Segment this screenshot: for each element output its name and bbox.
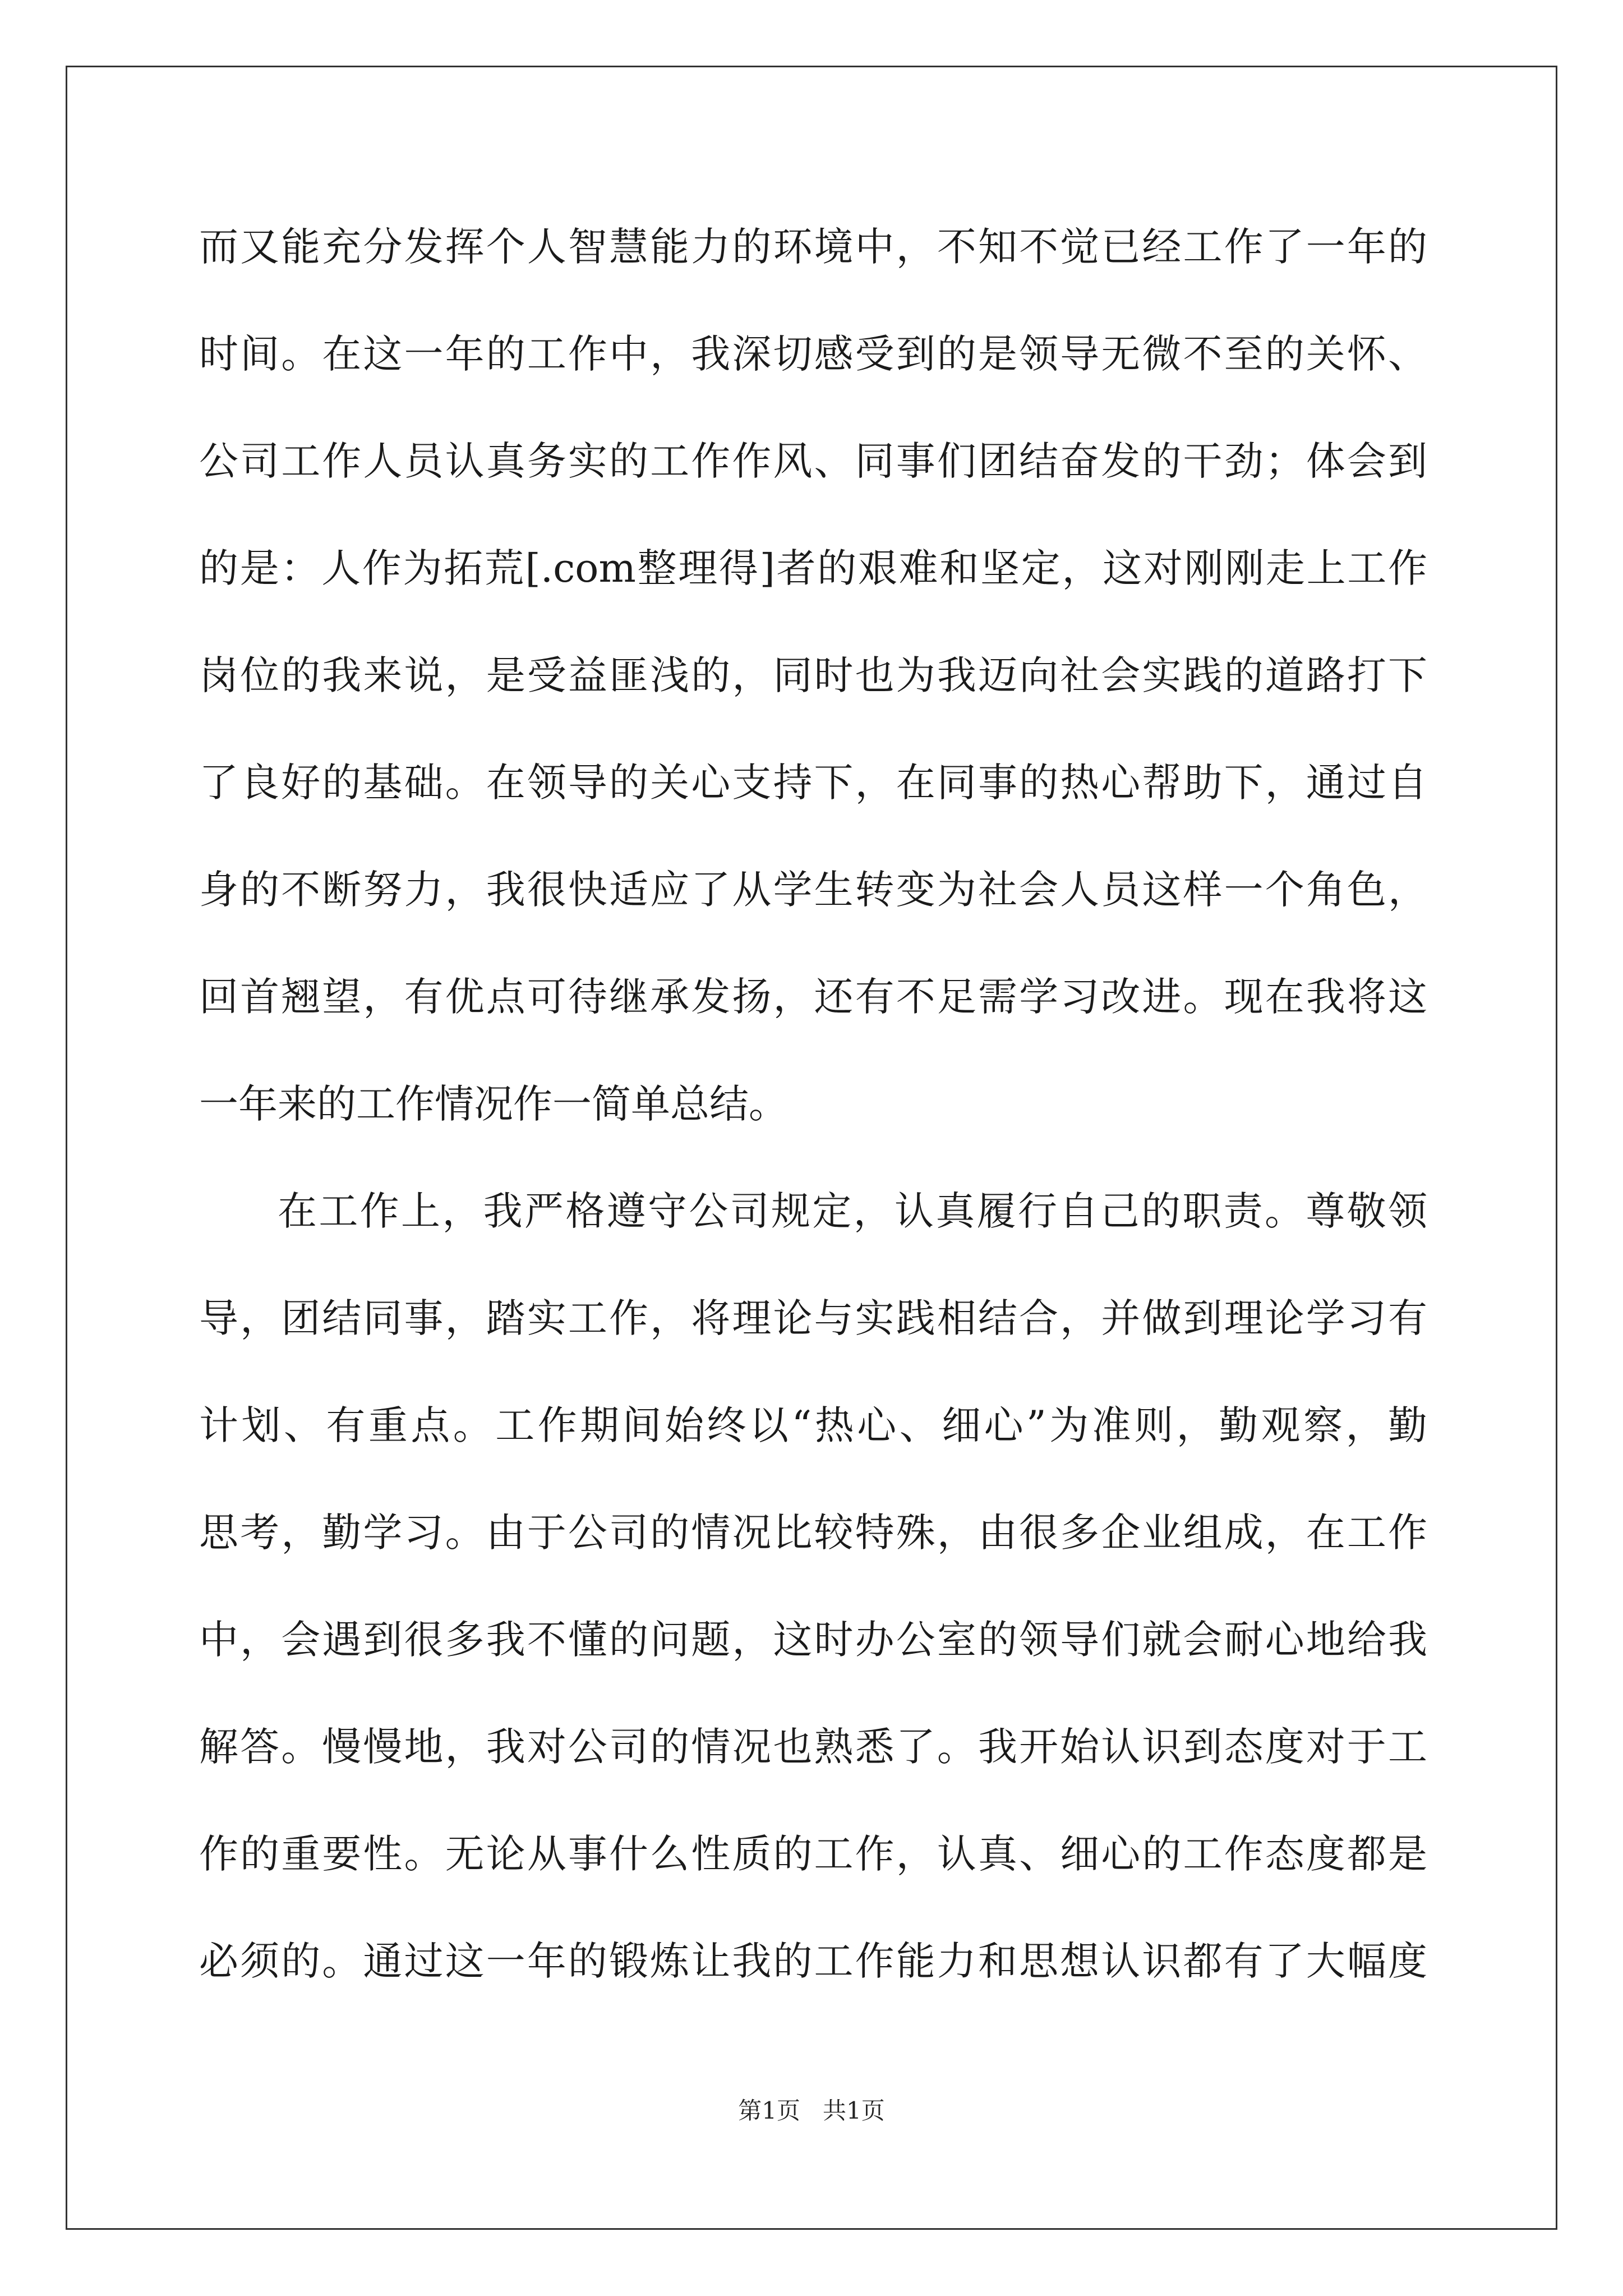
paragraph-end-line: 一年来的工作情况作一简单总结。 <box>199 1081 788 1127</box>
body-line: 岗位的我来说，是受益匪浅的，同时也为我迈向社会实践的道路打下 <box>199 652 1427 698</box>
paragraph-first-line: 在工作上，我严格遵守公司规定，认真履行自己的职责。尊敬领 <box>278 1188 1427 1234</box>
body-line: 身的不断努力，我很快适应了从学生转变为社会人员这样一个角色， <box>199 867 1427 913</box>
body-line: 计划、有重点。工作期间始终以“热心、细心”为准则，勤观察，勤 <box>199 1402 1427 1448</box>
body-line: 作的重要性。无论从事什么性质的工作，认真、细心的工作态度都是 <box>199 1831 1427 1877</box>
body-line: 回首翘望，有优点可待继承发扬，还有不足需学习改进。现在我将这 <box>199 974 1427 1020</box>
body-line: 公司工作人员认真务实的工作作风、同事们团结奋发的干劲；体会到 <box>199 438 1427 484</box>
body-line: 了良好的基础。在领导的关心支持下，在同事的热心帮助下，通过自 <box>199 760 1427 806</box>
body-line: 的是：人作为拓荒[.com整理得]者的艰难和坚定，这对刚刚走上工作 <box>199 545 1427 591</box>
document-body <box>199 224 1427 2049</box>
body-line: 而又能充分发挥个人智慧能力的环境中，不知不觉已经工作了一年的 <box>199 224 1427 270</box>
body-line: 必须的。通过这一年的锻炼让我的工作能力和思想认识都有了大幅度 <box>199 1938 1427 1984</box>
body-line: 中，会遇到很多我不懂的问题，这时办公室的领导们就会耐心地给我 <box>199 1617 1427 1663</box>
body-line: 思考，勤学习。由于公司的情况比较特殊，由很多企业组成，在工作 <box>199 1510 1427 1556</box>
body-line: 导，团结同事，踏实工作，将理论与实践相结合，并做到理论学习有 <box>199 1295 1427 1341</box>
body-line: 解答。慢慢地，我对公司的情况也熟悉了。我开始认识到态度对于工 <box>199 1724 1427 1770</box>
body-line: 时间。在这一年的工作中，我深切感受到的是领导无微不至的关怀、 <box>199 331 1427 377</box>
page-number-footer: 第1页 共1页 <box>738 2097 885 2124</box>
